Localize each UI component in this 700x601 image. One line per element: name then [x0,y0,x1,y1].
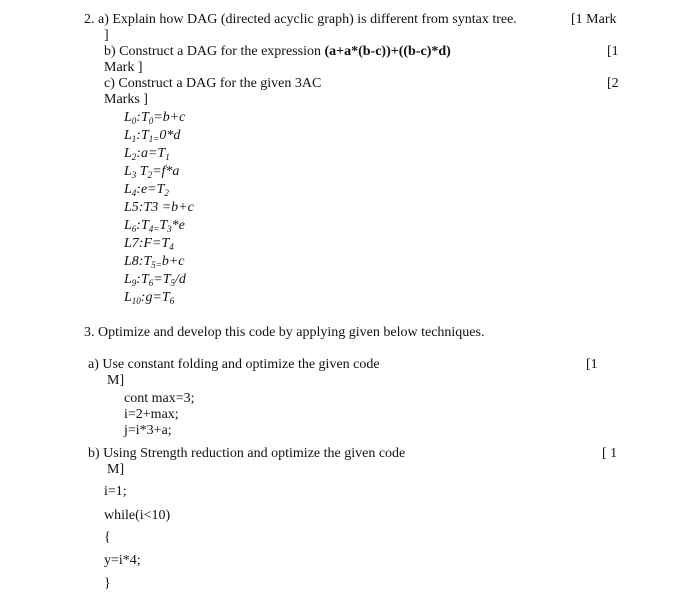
q3a-mark: [1 [586,357,598,372]
q3b-code-line: while(i<10) [104,508,171,523]
q2c-text: c) Construct a DAG for the given 3AC [104,76,322,91]
q2c-mark-close: Marks ] [104,92,148,107]
q3a-mark-close: M] [107,373,125,388]
q2c-mark: [2 [607,76,619,91]
tac-line: $L_4:e=T_2$ [124,182,169,198]
q2a-mark-close: ] [104,28,109,43]
q3a-code-line: cont max=3; [124,391,195,406]
q3b-mark: [ 1 [602,446,618,461]
q2a-mark: [1 Mark [571,12,617,27]
tac-line: $L7:F=T_4$ [124,236,174,252]
q3b-code-line: i=1; [104,484,127,499]
tac-line: $L_{10}:g=T_6$ [124,290,175,306]
tac-line: $L_2:a=T_1$ [124,146,170,162]
tac-line: $L_6:T_{4=}T_3*e$ [124,218,185,234]
q2b-prefix: b) Construct a DAG for the expression [104,44,325,59]
q2b-mark-close: Mark ] [104,60,143,75]
q3b-mark-close: M] [107,462,125,477]
q2b-expression: (a+a*(b-c))+((b-c)*d) [324,44,451,59]
tac-line: $L_1:T_{1=}0*d$ [124,128,181,144]
q3a-code-line: j=i*3+a; [124,423,172,438]
tac-line: $L8:T_{5=}b+c$ [124,254,185,270]
tac-line: $L_9:T_6=T_5/d$ [124,272,186,288]
q2a-text: 2. a) Explain how DAG (directed acyclic graph) is different from syntax tree. [84,12,517,27]
q2b-text [104,44,451,60]
tac-line: L5:T3 =b+c [124,200,194,215]
q3b-code-line: } [104,576,111,591]
q2b-mark: [1 [607,44,619,59]
tac-line: $L_3$ $T_2=f*a$ [124,164,180,180]
q3a-text: a) Use constant folding and optimize the given code [88,357,380,372]
tac-line: $L_0:T_0=b+c$ [124,110,186,126]
q3-title: 3. Optimize and develop this code by applying given below techniques. [84,325,485,340]
q3b-code-line: y=i*4; [104,553,141,568]
q3a-code-line: i=2+max; [124,407,179,422]
q3b-code-line: { [104,530,111,545]
q3b-text: b) Using Strength reduction and optimize the given code [88,446,406,461]
